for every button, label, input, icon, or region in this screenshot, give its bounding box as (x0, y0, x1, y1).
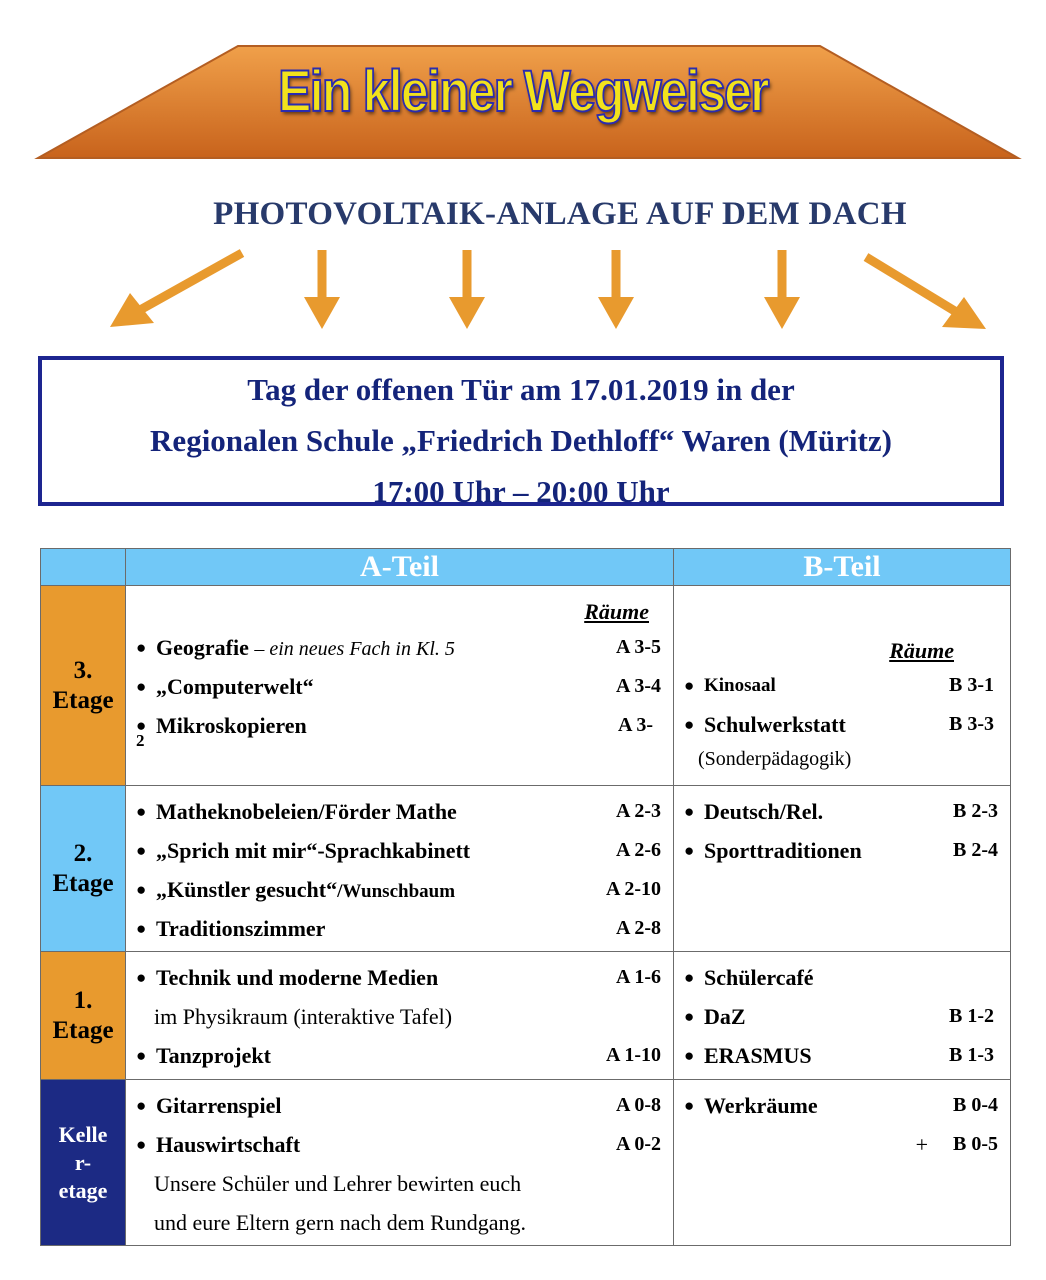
room-number: A 1-6 (616, 966, 661, 988)
header-corner (41, 549, 126, 586)
room-number: A 0-8 (616, 1094, 661, 1116)
basement-note-line: Unsere Schüler und Lehrer bewirten euch (154, 1171, 522, 1196)
item-name: Werkräume (704, 1093, 818, 1118)
floor-word-part: etage (58, 1177, 108, 1203)
floor-row-3 (41, 586, 1011, 786)
list-item: ● Kinosaal B 3-1 (674, 666, 1010, 705)
arrows (0, 245, 1046, 340)
list-item: ● Tanzprojekt A 1-10 (126, 1036, 673, 1075)
table-header-row (41, 549, 1011, 586)
item-name: Technik und moderne Medien (156, 965, 439, 990)
room-number-wrap: 2 (136, 731, 145, 750)
item-name: Mikroskopieren (156, 713, 307, 738)
item-name: Matheknobeleien/Förder Mathe (156, 799, 457, 824)
floor-number: 2. (73, 839, 93, 867)
list-item: ● „Künstler gesucht“/Wunschbaum A 2-10 (126, 870, 673, 909)
list-item (674, 1125, 1010, 1164)
list-item: ● Schulwerkstatt B 3-3 (674, 705, 1010, 744)
list-item: ● Technik und moderne Medien A 1-6 (126, 958, 673, 997)
header-a-teil: A-Teil (126, 549, 674, 586)
floor-label-2 (41, 786, 126, 952)
arrow-right-icon (866, 257, 958, 313)
item-name: „Computerwelt“ (156, 674, 314, 699)
list-item: ● „Computerwelt“ A 3-4 (126, 667, 673, 706)
item-name: Sporttraditionen (704, 838, 862, 863)
floor-word-part: Kelle (58, 1121, 108, 1147)
room-number: A 3-4 (616, 675, 661, 697)
floor-label-basement (41, 1080, 126, 1246)
floor-number: 1. (73, 986, 93, 1014)
floor-label-1 (41, 952, 126, 1080)
room-number: A 2-10 (606, 878, 661, 900)
raeume-header: Räume (584, 599, 649, 624)
item-name: Schülercafé (704, 965, 814, 990)
room-number: B 2-4 (953, 839, 998, 861)
item-name: „Künstler gesucht“ (156, 877, 338, 902)
list-item: ● Schülercafé (674, 958, 1010, 997)
item-name: Kinosaal (704, 675, 776, 696)
info-box (38, 356, 1004, 509)
item-name: DaZ (704, 1004, 746, 1029)
list-item: ● Geografie – ein neues Fach in Kl. 5 A 3-5 (126, 628, 673, 667)
list-item: ● Traditionszimmer A 2-8 (126, 909, 673, 948)
item-subtext: im Physikraum (interaktive Tafel) (154, 1004, 453, 1029)
list-item: ● Werkräume B 0-4 (674, 1086, 1010, 1125)
item-name: Deutsch/Rel. (704, 799, 824, 824)
item-name: ERASMUS (704, 1043, 812, 1068)
floor2-b-cell (674, 786, 1011, 952)
basement-a-cell (126, 1080, 674, 1246)
list-item: ● Matheknobeleien/Förder Mathe A 2-3 (126, 792, 673, 831)
room-number: A 2-6 (616, 839, 661, 861)
item-name: Traditionszimmer (156, 916, 326, 941)
list-item: ● Mikroskopieren A 3- (126, 706, 673, 745)
room-number: A 0-2 (616, 1133, 661, 1155)
item-name: Schulwerkstatt (704, 712, 846, 737)
room-number: A 2-3 (616, 800, 661, 822)
basement-b-cell (674, 1080, 1011, 1246)
floor-row-basement (41, 1080, 1011, 1246)
header-b-teil: B-Teil (674, 549, 1011, 586)
list-item: ● Sporttraditionen B 2-4 (674, 831, 1010, 870)
basement-note-line: und eure Eltern gern nach dem Rundgang. (154, 1210, 527, 1235)
floor-word: Etage (52, 869, 114, 897)
info-line-2: Regionalen Schule „Friedrich Dethloff“ Waren (Müritz) (150, 423, 892, 458)
item-name: Tanzprojekt (156, 1043, 271, 1068)
room-number: B 1-3 (949, 1044, 994, 1066)
room-number: B 1-2 (949, 1005, 994, 1027)
pv-heading: PHOTOVOLTAIK-ANLAGE AUF DEM DACH (213, 196, 907, 232)
item-name: Gitarrenspiel (156, 1093, 282, 1118)
list-item: ● DaZ B 1-2 (674, 997, 1010, 1036)
list-item: ● ERASMUS B 1-3 (674, 1036, 1010, 1075)
floor-word: Etage (52, 686, 114, 714)
room-number: A 1-10 (606, 1044, 661, 1066)
info-line-3: 17:00 Uhr – 20:00 Uhr (372, 474, 670, 509)
floor-number: 3. (73, 656, 93, 684)
floor1-a-cell (126, 952, 674, 1080)
list-item: ● Deutsch/Rel. B 2-3 (674, 792, 1010, 831)
floor-word: Etage (52, 1016, 114, 1044)
room-number: B 0-5 (953, 1133, 998, 1155)
item-name: Geografie (156, 635, 249, 660)
room-number: A 3- (618, 714, 653, 736)
item-name: „Sprich mit mir“-Sprachkabinett (156, 838, 471, 863)
list-item: ● Hauswirtschaft A 0-2 (126, 1125, 673, 1164)
floor-word-part: r- (74, 1149, 92, 1175)
room-number: B 2-3 (953, 800, 998, 822)
item-subtext: (Sonderpädagogik) (698, 748, 852, 770)
floor2-a-cell (126, 786, 674, 952)
room-plan-table (40, 548, 1011, 1246)
room-number: A 2-8 (616, 917, 661, 939)
raeume-header: Räume (889, 638, 954, 663)
arrow-left-icon (140, 253, 242, 310)
plus-sign: + (915, 1132, 928, 1157)
room-number: B 3-3 (949, 713, 994, 735)
item-name-suffix: /Wunschbaum (337, 881, 456, 902)
room-number: B 3-1 (949, 674, 994, 696)
room-number: B 0-4 (953, 1094, 998, 1116)
floor1-b-cell (674, 952, 1011, 1080)
list-item: ● Gitarrenspiel A 0-8 (126, 1086, 673, 1125)
item-note: – ein neues Fach in Kl. 5 (254, 638, 455, 660)
floor3-a-cell (126, 586, 674, 786)
floor-row-1 (41, 952, 1011, 1080)
floor3-b-cell (674, 586, 1011, 786)
roof-title: Ein kleiner Wegweiser (278, 59, 768, 124)
item-name: Hauswirtschaft (156, 1132, 301, 1157)
info-line-1: Tag der offenen Tür am 17.01.2019 in der (247, 372, 795, 407)
list-item: ● „Sprich mit mir“-Sprachkabinett A 2-6 (126, 831, 673, 870)
floor-row-2 (41, 786, 1011, 952)
floor-label-3 (41, 586, 126, 786)
room-number: A 3-5 (616, 636, 661, 658)
